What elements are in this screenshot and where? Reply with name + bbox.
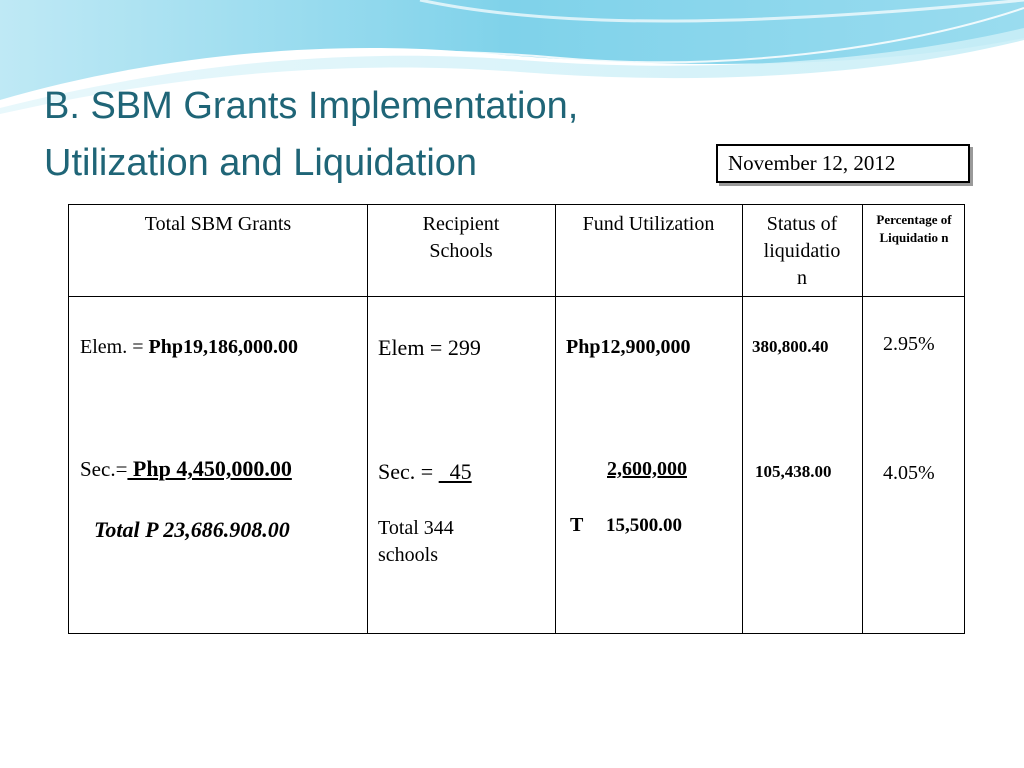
column-divider [862,205,863,633]
elem-percentage: 2.95% [883,333,935,355]
sec-recipient-value: 45 [438,459,472,484]
elem-grant-label: Elem. = [80,336,149,358]
sec-grant-label: Sec.= [80,457,128,481]
header-divider [69,296,964,297]
header-recipient-line1: Recipient [422,213,500,235]
slide-title [44,78,578,192]
header-total-grants: Total SBM Grants [144,213,292,235]
elem-grant-amount: Php19,186,000.00 [148,336,298,358]
sec-grant-amount: Php 4,450,000.00 [127,456,292,481]
column-divider [555,205,556,633]
elem-liquidation: 380,800.40 [752,337,829,356]
slide-title-line2: Utilization and Liquidation [44,142,478,184]
total-utilization-label: T [570,514,584,536]
date-box: November 12, 2012 [716,144,970,183]
sec-recipient-label: Sec. = [378,459,439,484]
total-utilization-value: 15,500.00 [606,515,682,536]
header-percentage: Percentage of Liquidatio n [876,212,952,245]
header-fund-utilization: Fund Utilization [582,213,715,235]
header-status-line3: n [797,267,807,289]
sec-liquidation: 105,438.00 [755,462,832,481]
header-status-line2: liquidatio [763,240,841,262]
sec-percentage: 4.05% [883,462,935,484]
sec-utilization: 2,600,000 [607,458,687,480]
sec-grant [80,456,292,482]
slide-title-line1: B. SBM Grants Implementation, [44,85,579,127]
total-grant: Total P 23,686.908.00 [94,517,290,542]
elem-grant [80,336,298,359]
header-status-line1: Status of [766,213,838,235]
elem-recipient: Elem = 299 [378,335,481,360]
sec-recipient [378,459,472,485]
column-divider [367,205,368,633]
total-recipient-line1: Total 344 [378,517,454,539]
elem-utilization: Php12,900,000 [566,336,691,358]
grants-table [68,204,965,634]
header-recipient-line2: Schools [429,240,493,262]
total-recipient-line2: schools [378,544,438,566]
